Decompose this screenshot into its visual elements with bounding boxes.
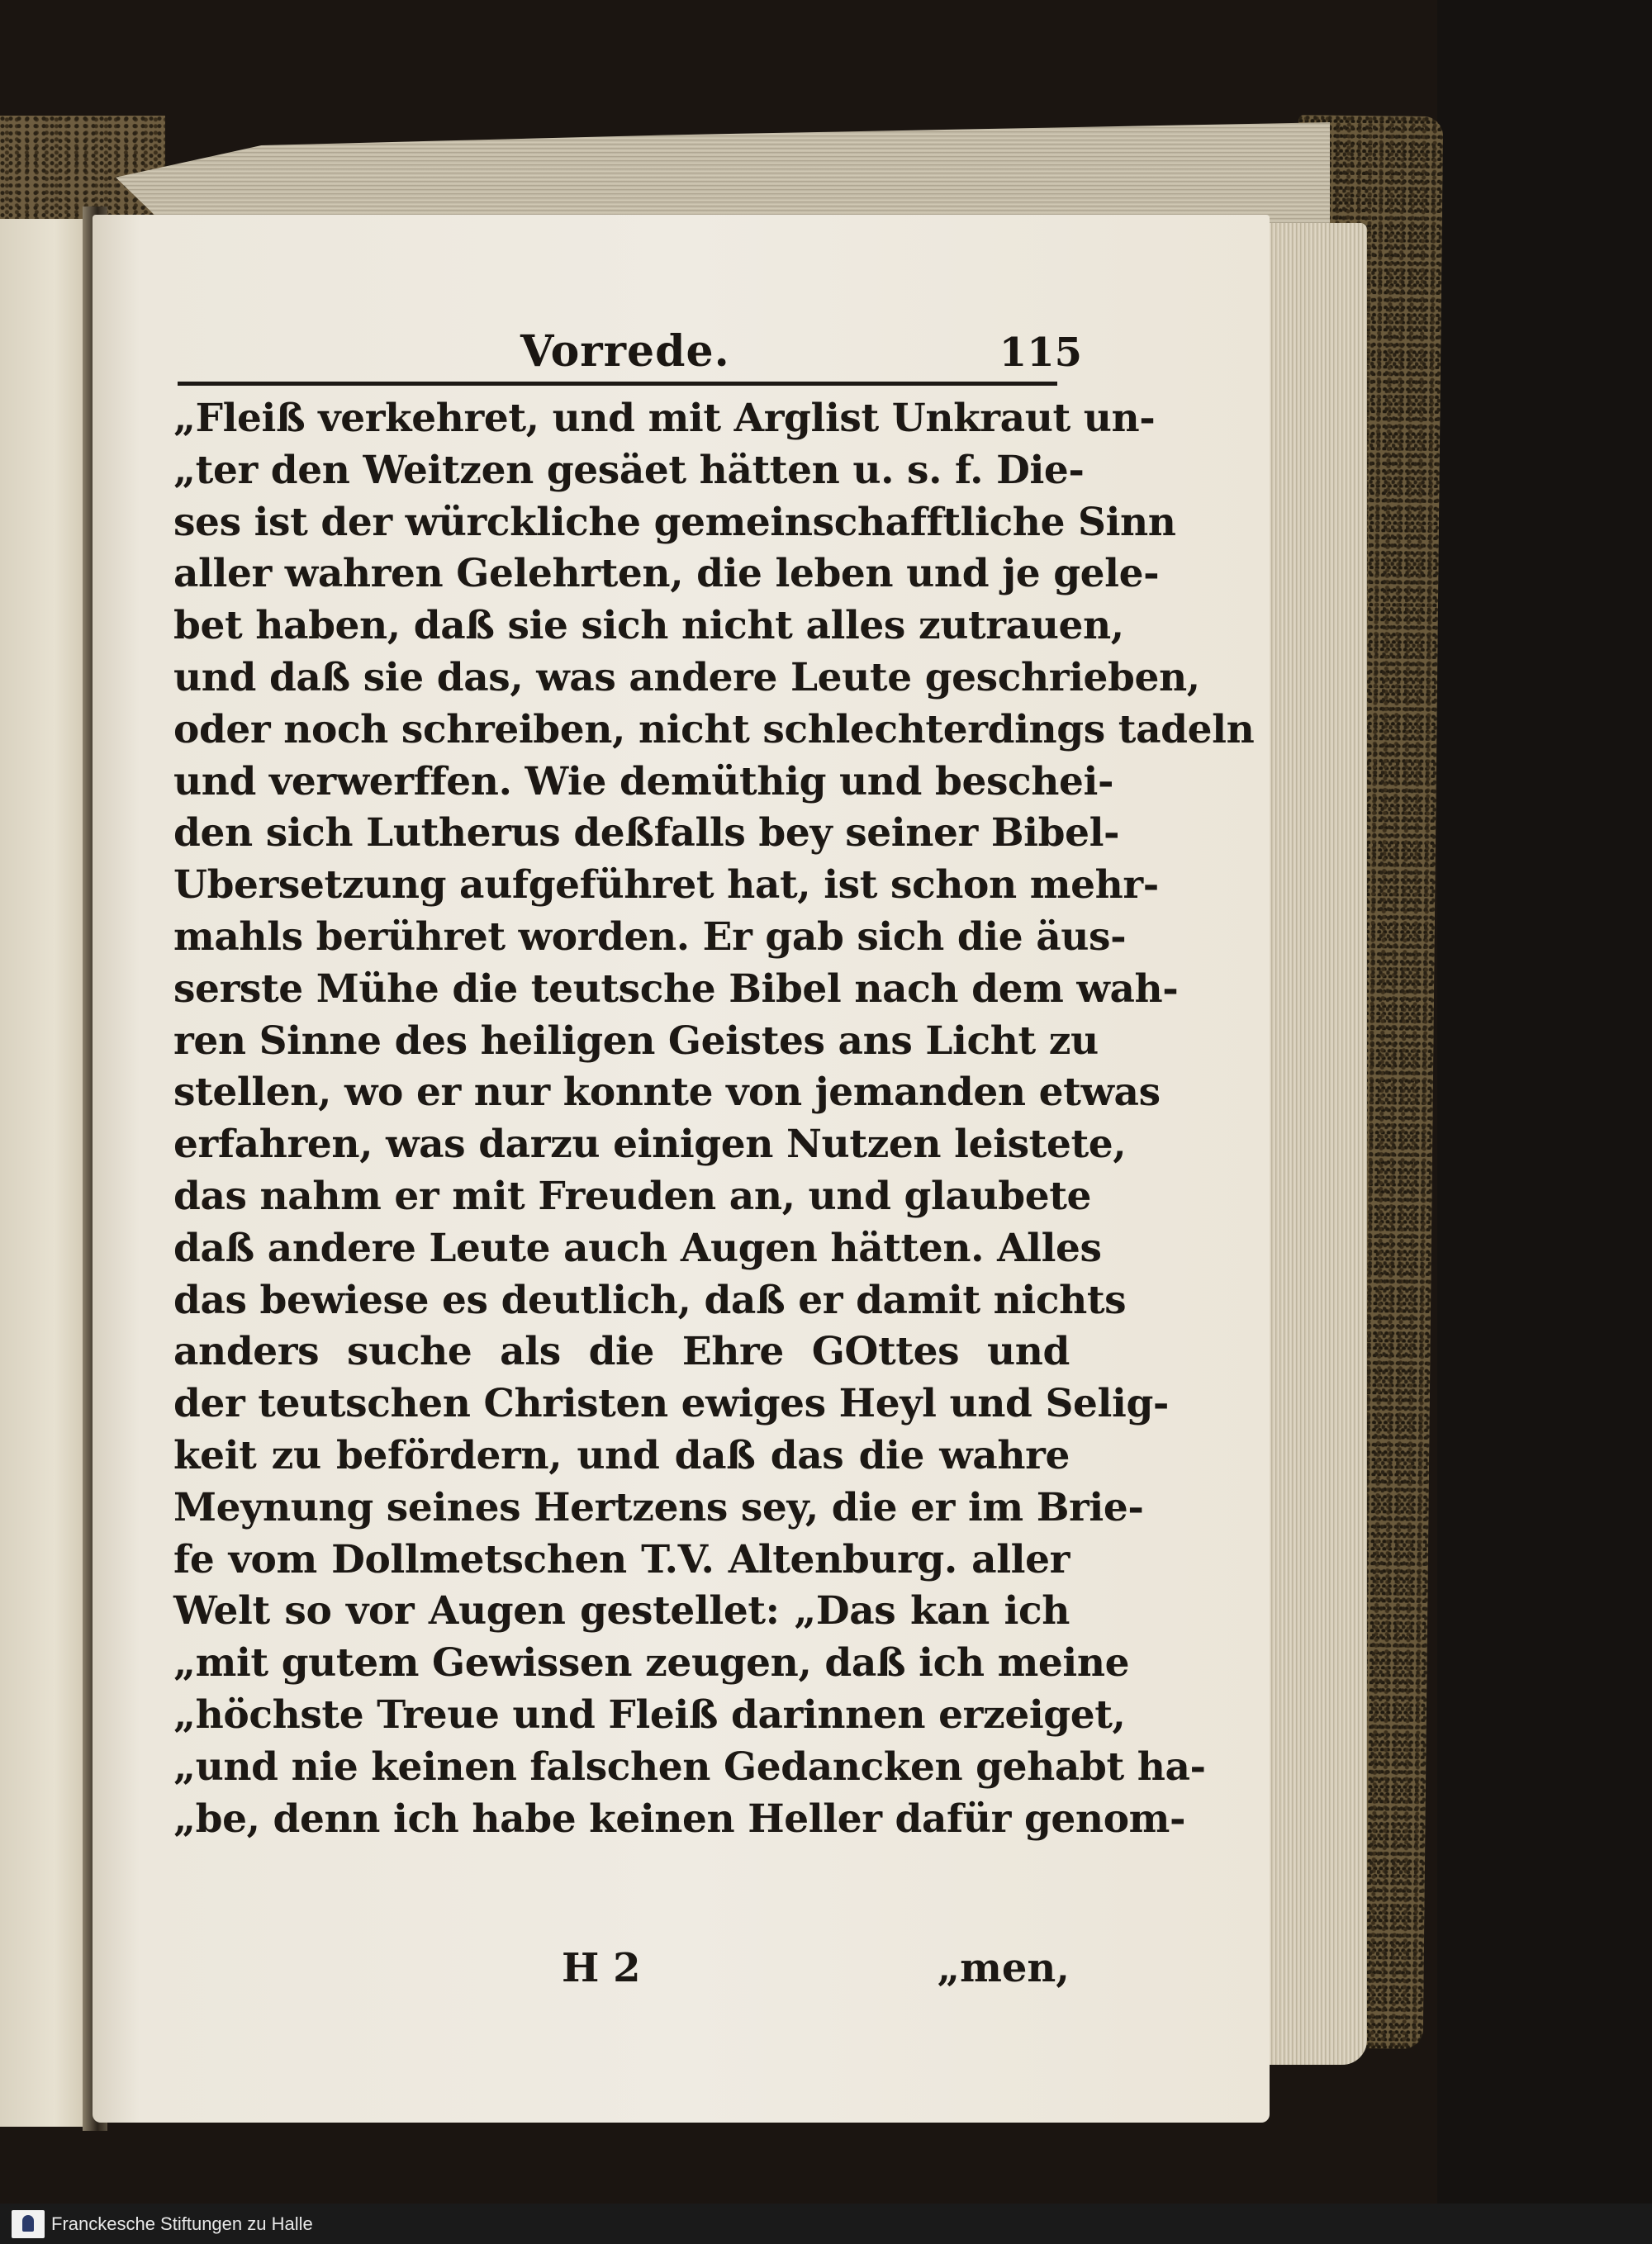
text-line: „höchste Treue und Fleiß darinnen erzeiget, (173, 1691, 1126, 1738)
text-line: anders suche als die Ehre GOttes und (173, 1329, 1070, 1375)
text-line: mahls berühret worden. Er gab sich die äus- (173, 913, 1127, 960)
running-head: Vorrede. (520, 326, 730, 377)
text-line: keit zu befördern, und daß das die wahre (173, 1432, 1070, 1478)
text-line: stellen, wo er nur konnte von jemanden etwas (173, 1070, 1161, 1116)
text-line: daß andere Leute auch Augen hätten. Alles (173, 1225, 1102, 1271)
catchword: „men, (937, 1945, 1070, 1991)
text-line: das nahm er mit Freuden an, und glaubete (173, 1173, 1092, 1219)
text-line: und verwerffen. Wie demüthig und beschei- (173, 758, 1114, 804)
text-line: Ubersetzung aufgeführet hat, ist schon mehr- (173, 862, 1159, 909)
left-page-edge (0, 219, 91, 2127)
text-line: bet haben, daß sie sich nicht alles zutrauen, (173, 603, 1124, 649)
text-line: „be, denn ich habe keinen Heller dafür genom- (173, 1796, 1186, 1842)
text-line: erfahren, was darzu einigen Nutzen leistete, (173, 1122, 1127, 1168)
page-header (178, 326, 1082, 384)
text-line: das bewiese es deutlich, daß er damit nichts (173, 1277, 1127, 1323)
text-line: Welt so vor Augen gestellet: „Das kan ich (173, 1588, 1070, 1634)
page-footer (173, 1945, 1070, 1995)
text-line: ses ist der würckliche gemeinschafftliche Sinn (173, 499, 1176, 545)
text-line: serste Mühe die teutsche Bibel nach dem wah- (173, 965, 1179, 1012)
text-line: „mit gutem Gewissen zeugen, daß ich meine (173, 1640, 1130, 1687)
text-line: den sich Lutherus deßfalls bey seiner Bibel- (173, 810, 1120, 856)
page-number: 115 (999, 330, 1082, 376)
institution-logo-icon (12, 2210, 45, 2238)
header-rule (178, 382, 1057, 386)
text-line: der teutschen Christen ewiges Heyl und Selig- (173, 1381, 1170, 1427)
text-line: ren Sinne des heiligen Geistes ans Licht zu (173, 1018, 1099, 1064)
background-right (1437, 0, 1652, 2204)
text-line: aller wahren Gelehrten, die leben und je gele- (173, 551, 1160, 597)
institution-name: Franckesche Stiftungen zu Halle (51, 2213, 313, 2234)
text-line: „und nie keinen falschen Gedancken gehabt ha- (173, 1743, 1206, 1790)
text-line: Meynung seines Hertzens sey, die er im Brie- (173, 1484, 1144, 1530)
page-block-fore-edge (1260, 223, 1367, 2065)
body-text (173, 393, 1255, 1845)
signature-mark: H 2 (562, 1945, 641, 1991)
text-line: „Fleiß verkehret, und mit Arglist Unkraut un- (173, 396, 1156, 441)
footer-bar (0, 2204, 1652, 2244)
text-line: oder noch schreiben, nicht schlechterdings tadeln (173, 706, 1255, 752)
text-line: und daß sie das, was andere Leute geschrieben, (173, 654, 1200, 700)
text-line: „ter den Weitzen gesäet hätten u. s. f. Die- (173, 447, 1085, 493)
text-line: fe vom Dollmetschen T.V. Altenburg. aller (173, 1536, 1070, 1582)
